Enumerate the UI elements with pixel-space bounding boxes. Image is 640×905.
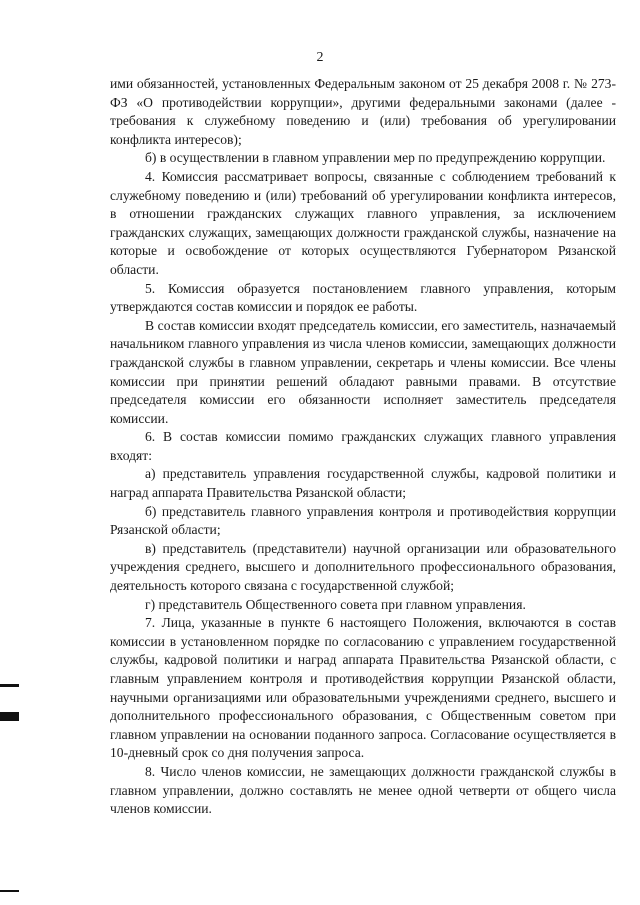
document-body [110, 75, 616, 819]
paragraph-6a: а) представитель управления государственной службы, кадровой политики и наград аппарата Правительства Рязанской области; [110, 466, 616, 501]
paragraph-item-b: б) в осуществлении в главном управлении мер по предупреждению коррупции. [145, 150, 606, 166]
paragraph-4: 4. Комиссия рассматривает вопросы, связанные с соблюдением требований к служебному поведению и (или) требований об урегулировании конфликта интересов, в отношении гражданских служащих главного управления, за исключением гражданских служащих, замещающих должности гражданской службы, назначение на которые и освобождение от которых осуществляются Губернатором Рязанской области. [110, 168, 616, 277]
paragraph-7: 7. Лица, указанные в пункте 6 настоящего Положения, включаются в состав комиссии в установленном порядке по согласованию с управлением государственной службы, кадровой политики и наград аппарата Правительства Рязанской области, с главным управлением контроля и противодействия коррупции Рязанской области, научными организациями или образовательными учреждениями среднего, высшего и дополнительного профессионального образования, с Общественным советом при главном управлении на основании поданного запроса. Согласование осуществляется в 10-дневный срок со дня получения запроса. [110, 615, 616, 761]
paragraph-6b: б) представитель главного управления контроля и противодействия коррупции Рязанской области; [110, 503, 616, 538]
scan-mark-lower [0, 890, 19, 892]
paragraph-6: 6. В состав комиссии помимо гражданских служащих главного управления входят: [110, 429, 616, 463]
paragraph-6v: в) представитель (представители) научной организации или образовательного учреждения среднего, высшего и дополнительного профессионального образования, деятельность которого связана с государственной службой; [110, 540, 616, 594]
paragraph-5: 5. Комиссия образуется постановлением главного управления, которым утверждаются состав комиссии и порядок ее работы. [110, 280, 616, 315]
paragraph-8: 8. Число членов комиссии, не замещающих должности гражданской службы в главном управлении, должно составлять не менее одной четверти от общего числа членов комиссии. [110, 763, 616, 817]
page-number: 2 [316, 50, 324, 65]
paragraph-continuation: ими обязанностей, установленных Федеральным законом от 25 декабря 2008 г. № 273-ФЗ «О противодействии коррупции», другими федеральными законами (далее - требования к служебному поведению и (или) требования об урегулировании конфликта интересов); [110, 76, 616, 147]
scan-mark-upper [0, 684, 19, 687]
paragraph-6g: г) представитель Общественного совета при главном управления. [145, 596, 526, 612]
paragraph-composition: В состав комиссии входят председатель комиссии, его заместитель, назначаемый начальником главного управления из числа членов комиссии, замещающих должности гражданской службы в главном управлении, секретарь и члены комиссии. Все члены комиссии при принятии решений обладают равными правами. В отсутствие председателя комиссии его обязанности исполняет заместитель председателя комиссии. [110, 317, 616, 426]
scan-mark-middle [0, 712, 19, 721]
